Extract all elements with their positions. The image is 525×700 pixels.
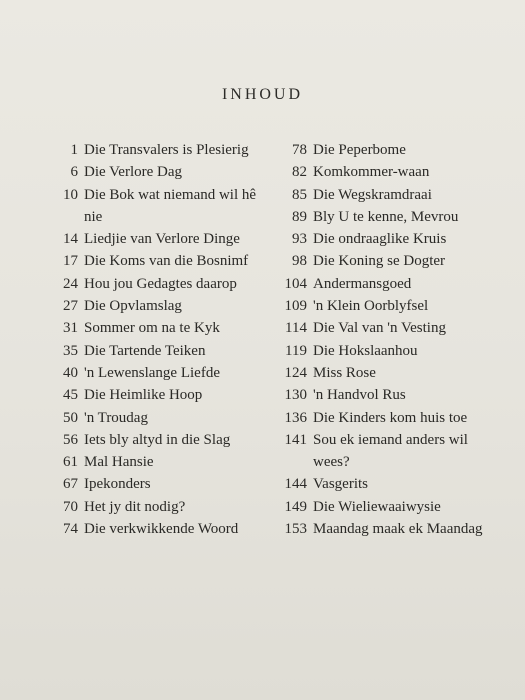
contents-entry bbox=[54, 407, 272, 429]
contents-entry bbox=[54, 451, 272, 473]
contents-entry bbox=[54, 362, 272, 384]
page-number: 144 bbox=[284, 476, 307, 493]
story-title: Die Hokslaanhou bbox=[313, 342, 418, 359]
page-number: 141 bbox=[284, 431, 307, 448]
story-title: Bly U te kenne, Mevrou bbox=[313, 208, 459, 225]
story-title: Die Wieliewaaiwysie bbox=[313, 498, 441, 515]
story-title: Die Transvalers is Plesierig bbox=[84, 142, 249, 158]
contents-entry bbox=[54, 429, 272, 451]
contents-entry bbox=[54, 317, 272, 339]
page-number: 136 bbox=[284, 409, 307, 426]
contents-entry bbox=[280, 228, 505, 250]
story-title: Die Koning se Dogter bbox=[313, 253, 446, 270]
story-title: Die verkwikkende Woord bbox=[84, 521, 239, 538]
contents-entry bbox=[54, 518, 272, 540]
page-number: 93 bbox=[292, 231, 307, 248]
story-title: Komkommer-waan bbox=[313, 164, 430, 181]
contents-column-right bbox=[280, 139, 505, 540]
page-number: 130 bbox=[284, 387, 307, 404]
story-title: Die Kinders kom huis toe bbox=[313, 409, 468, 426]
contents-entry bbox=[54, 496, 272, 518]
contents-entry bbox=[280, 273, 505, 295]
story-title: Mal Hansie bbox=[84, 454, 154, 471]
story-title: 'n Lewenslange Liefde bbox=[84, 364, 220, 381]
contents-entry bbox=[280, 384, 505, 406]
page-number: 14 bbox=[63, 231, 78, 248]
page-number: 31 bbox=[63, 320, 78, 337]
story-title: Die Koms van die Bosnimf bbox=[84, 253, 249, 270]
contents-entry bbox=[54, 384, 272, 406]
page-number: 6 bbox=[70, 164, 78, 181]
contents-entry bbox=[280, 340, 505, 362]
contents-entry bbox=[54, 139, 272, 161]
story-title: 'n Klein Oorblyfsel bbox=[313, 298, 429, 315]
page-number: 50 bbox=[63, 409, 78, 426]
story-title: Die Verlore Dag bbox=[84, 164, 183, 181]
story-title: Die Peperbome bbox=[313, 142, 406, 158]
contents-entry bbox=[280, 184, 505, 206]
page-number: 61 bbox=[63, 454, 78, 471]
contents-entry bbox=[280, 362, 505, 384]
page-number: 98 bbox=[292, 253, 307, 270]
page-number: 35 bbox=[63, 342, 78, 359]
contents-heading: INHOUD bbox=[221, 86, 304, 103]
story-title: Miss Rose bbox=[313, 364, 376, 381]
page-number: 78 bbox=[292, 142, 307, 158]
contents-entry bbox=[54, 161, 272, 183]
page-number: 74 bbox=[63, 521, 78, 538]
story-title: Maandag maak ek Maandag bbox=[313, 521, 483, 538]
page-number: 27 bbox=[63, 298, 78, 315]
page-number: 89 bbox=[292, 208, 307, 225]
page-number: 1 bbox=[70, 142, 78, 158]
page-number: 104 bbox=[284, 275, 307, 292]
contents-entry bbox=[54, 184, 272, 229]
page-number: 85 bbox=[292, 186, 307, 203]
contents-entry bbox=[280, 518, 505, 540]
page-number: 24 bbox=[63, 275, 78, 292]
page-number: 153 bbox=[284, 521, 307, 538]
contents-column-left bbox=[54, 139, 272, 540]
story-title: 'n Troudag bbox=[84, 409, 148, 426]
page-number: 109 bbox=[284, 298, 307, 315]
story-title: Sou ek iemand anders wil wees? bbox=[313, 431, 468, 471]
contents-entry bbox=[54, 295, 272, 317]
story-title: Andermansgoed bbox=[313, 275, 412, 292]
contents-entry bbox=[280, 473, 505, 495]
page-number: 67 bbox=[63, 476, 78, 493]
story-title: Het jy dit nodig? bbox=[84, 498, 186, 515]
page-number: 45 bbox=[63, 387, 78, 404]
story-title: Hou jou Gedagtes daarop bbox=[84, 275, 237, 292]
contents-entry bbox=[280, 295, 505, 317]
contents-entry bbox=[54, 340, 272, 362]
contents-entry bbox=[280, 139, 505, 161]
contents-entry bbox=[280, 250, 505, 272]
story-title: Die Opvlamslag bbox=[84, 298, 182, 315]
story-title: 'n Handvol Rus bbox=[313, 387, 406, 404]
page-number: 17 bbox=[63, 253, 78, 270]
page-number: 56 bbox=[63, 431, 78, 448]
story-title: Liedjie van Verlore Dinge bbox=[84, 231, 240, 248]
page-number: 119 bbox=[285, 342, 307, 359]
page-number: 40 bbox=[63, 364, 78, 381]
contents-entry bbox=[280, 496, 505, 518]
contents-entry bbox=[54, 273, 272, 295]
story-title: Vasgerits bbox=[313, 476, 368, 493]
story-title: Die Heimlike Hoop bbox=[84, 387, 203, 404]
contents-entry bbox=[280, 161, 505, 183]
contents-entry bbox=[280, 429, 505, 474]
story-title: Die Val van 'n Vesting bbox=[313, 320, 446, 337]
contents-entry bbox=[54, 228, 272, 250]
story-title: Sommer om na te Kyk bbox=[84, 320, 220, 337]
contents-entry bbox=[54, 473, 272, 495]
story-title: Die ondraaglike Kruis bbox=[313, 231, 447, 248]
story-title: Die Tartende Teiken bbox=[84, 342, 206, 359]
contents-entry bbox=[54, 250, 272, 272]
contents-entry bbox=[280, 317, 505, 339]
page-number: 124 bbox=[284, 364, 307, 381]
page-number: 10 bbox=[63, 186, 78, 203]
contents-entry bbox=[280, 407, 505, 429]
contents-entry bbox=[280, 206, 505, 228]
story-title: Ipekonders bbox=[84, 476, 151, 493]
page-number: 114 bbox=[285, 320, 307, 337]
page-number: 149 bbox=[284, 498, 307, 515]
story-title: Iets bly altyd in die Slag bbox=[84, 431, 231, 448]
page-number: 70 bbox=[63, 498, 78, 515]
story-title: Die Wegskramdraai bbox=[313, 186, 432, 203]
page-number: 82 bbox=[292, 164, 307, 181]
story-title: Die Bok wat niemand wil hê nie bbox=[84, 186, 257, 225]
